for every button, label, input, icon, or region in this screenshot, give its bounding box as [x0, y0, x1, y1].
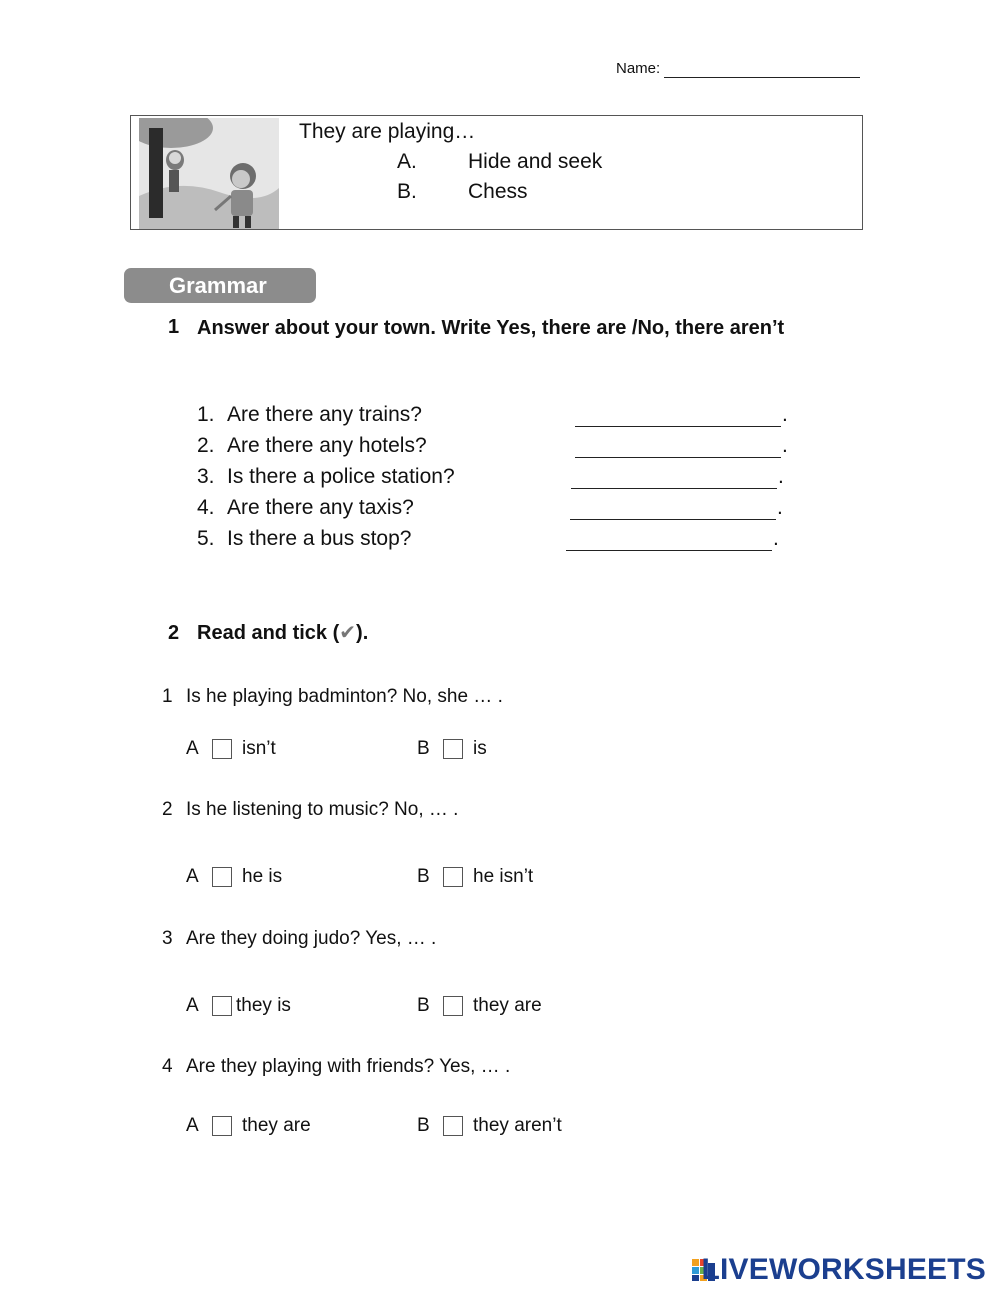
option-letter: B: [417, 995, 430, 1016]
list-number: 2.: [197, 434, 215, 457]
section2-title-start: Read and tick (: [197, 622, 340, 644]
list-number: 5.: [197, 527, 215, 550]
name-label: Name:: [616, 60, 661, 77]
option-letter: B: [417, 866, 430, 887]
option-text: they aren’t: [473, 1115, 562, 1136]
item-question: Are they doing judo? Yes, … .: [186, 928, 437, 949]
option-a-letter: A.: [397, 150, 417, 173]
option-text: isn’t: [242, 738, 276, 759]
option-a-text[interactable]: Hide and seek: [468, 150, 603, 173]
section2-title-end: ).: [356, 622, 369, 644]
section1-number: 1: [168, 316, 180, 338]
item-question: Is he playing badminton? No, she … .: [186, 686, 503, 707]
checkbox[interactable]: [212, 996, 232, 1016]
liveworksheets-logo: LIVEWORKSHEETS: [701, 1253, 986, 1286]
list-number: 3.: [197, 465, 215, 488]
answer-line-1[interactable]: [575, 426, 781, 427]
picture-question-box: [130, 115, 863, 230]
item-question: Is he listening to music? No, … .: [186, 799, 459, 820]
list-number: 4.: [197, 496, 215, 519]
line-end-dot: .: [782, 434, 788, 457]
section1-title: Answer about your town. Write Yes, there are /No, there aren’t: [197, 317, 785, 339]
option-letter: A: [186, 1115, 199, 1136]
children-playing-picture: [139, 118, 279, 229]
checkbox[interactable]: [212, 1116, 232, 1136]
item-number: 3: [162, 928, 173, 949]
option-letter: A: [186, 866, 199, 887]
grammar-tab-label: Grammar: [169, 273, 267, 298]
picture-question-prompt: They are playing…: [299, 120, 476, 143]
item-number: 1: [162, 686, 173, 707]
checkbox[interactable]: [212, 867, 232, 887]
option-text: they are: [242, 1115, 311, 1136]
option-b-text[interactable]: Chess: [468, 180, 528, 203]
section2-title: [197, 620, 368, 646]
option-letter: B: [417, 1115, 430, 1136]
checkbox[interactable]: [443, 867, 463, 887]
line-end-dot: .: [778, 465, 784, 488]
option-text: is: [473, 738, 487, 759]
line-end-dot: .: [773, 527, 779, 550]
line-end-dot: .: [782, 403, 788, 426]
option-letter: B: [417, 738, 430, 759]
checkbox[interactable]: [212, 739, 232, 759]
list-question: Are there any taxis?: [227, 496, 414, 519]
tick-icon: ✔: [339, 622, 357, 644]
list-question: Is there a police station?: [227, 465, 455, 488]
answer-line-2[interactable]: [575, 457, 781, 458]
checkbox[interactable]: [443, 1116, 463, 1136]
list-question: Are there any hotels?: [227, 434, 427, 457]
option-text: they are: [473, 995, 542, 1016]
answer-line-3[interactable]: [571, 488, 777, 489]
option-letter: A: [186, 995, 199, 1016]
item-number: 4: [162, 1056, 173, 1077]
option-letter: A: [186, 738, 199, 759]
list-question: Is there a bus stop?: [227, 527, 412, 550]
grammar-section-tab: [124, 268, 316, 303]
name-input-line[interactable]: [664, 77, 860, 78]
option-text: he isn’t: [473, 866, 534, 887]
answer-line-4[interactable]: [570, 519, 776, 520]
option-b-letter: B.: [397, 180, 417, 203]
list-number: 1.: [197, 403, 215, 426]
item-number: 2: [162, 799, 173, 820]
section2-number: 2: [168, 622, 180, 644]
list-question: Are there any trains?: [227, 403, 422, 426]
option-text: he is: [242, 866, 283, 887]
option-text: they is: [236, 995, 291, 1016]
checkbox[interactable]: [443, 996, 463, 1016]
checkbox[interactable]: [443, 739, 463, 759]
answer-line-5[interactable]: [566, 550, 772, 551]
item-question: Are they playing with friends? Yes, … .: [186, 1056, 511, 1077]
line-end-dot: .: [777, 496, 783, 519]
